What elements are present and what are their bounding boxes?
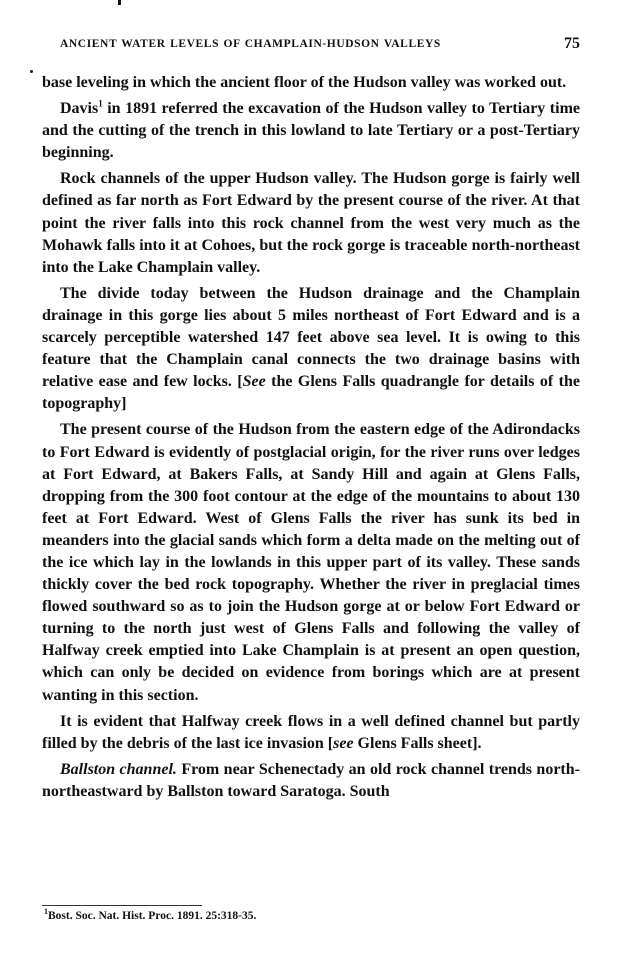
text-run: It is evident that Halfway creek flows in a well defined channel but partly filled by the debris of the last ice invasion [ bbox=[42, 712, 580, 752]
footnote-marker: 1 bbox=[44, 907, 48, 917]
text-run: The present course of the Hudson from the eastern edge of the Adirondacks to Fort Edward is evidently of postglacial origin, for the river runs over ledges at Fort Edward, at Bakers Falls, at Sandy Hill and again at Glens Falls, dropping from the 300 foot contour at the edge of the mountains to about 130 feet at Fort Edward. West of Glens Falls the river has sunk its bed in meanders into the glacial sands which form a delta made on the melting out of the ice which lay in the lowlands in this upper part of its valley. These sands thickly cover the bed rock topography. Whether the river in preglacial times flowed southward so as to join the Hudson gorge at or below Fort Edward or turning to the north just west of Glens Falls and following the valley of Halfway creek emptied into Lake Champlain is at present an open question, which can only be decided on evidence from borings which are at present wanting in this section. bbox=[42, 421, 580, 704]
footnote-ref: 1 bbox=[98, 98, 103, 109]
text-run: From near Schenectady an old rock channel trends north-northeastward by Ballston toward Saratoga. South bbox=[42, 760, 580, 800]
footnote-rule bbox=[42, 905, 202, 906]
page-top-mark bbox=[118, 0, 121, 5]
text-run: the Glens Falls quadrangle for details of the topography] bbox=[42, 373, 580, 413]
footnote bbox=[44, 907, 257, 922]
page-number: 75 bbox=[564, 35, 580, 52]
margin-dot bbox=[30, 70, 33, 73]
paragraph bbox=[42, 168, 580, 278]
paragraph bbox=[42, 98, 580, 164]
italic-run: See bbox=[242, 373, 266, 391]
footnote-text: Bost. Soc. Nat. Hist. Proc. 1891. 25:318-35. bbox=[48, 910, 257, 922]
text-run: Rock channels of the upper Hudson valley. The Hudson gorge is fairly well defined as far north as Fort Edward by the present course of the river. At that point the river falls into this rock channel from the west very much as the Mohawk falls into it at Cohoes, but the rock gorge is traceable north-northeast into the Lake Champlain valley. bbox=[42, 170, 580, 276]
text-run: base leveling in which the ancient floor of the Hudson valley was worked out. bbox=[42, 74, 567, 91]
running-head: ANCIENT WATER LEVELS OF CHAMPLAIN-HUDSON VALLEYS bbox=[60, 38, 441, 50]
text-run: The divide today between the Hudson drainage and the Champlain drainage in this gorge lies about 5 miles northeast of Fort Edward and is a scarcely perceptible watershed 147 feet above sea level. It is owing to this feature that the Champlain canal connects the two drainage basins with relative ease and few locks. [ bbox=[42, 284, 580, 391]
italic-run: Ballston channel. bbox=[60, 760, 177, 778]
text-run: in 1891 referred the excavation of the Hudson valley to Tertiary time and the cutting of the trench in this lowland to late Tertiary or a post-Tertiary beginning. bbox=[42, 100, 580, 162]
text-run: Davis bbox=[60, 100, 99, 118]
body-text bbox=[42, 72, 580, 807]
paragraph bbox=[42, 72, 580, 94]
paragraph bbox=[42, 283, 580, 416]
paragraph bbox=[42, 419, 580, 706]
paragraph bbox=[42, 759, 580, 803]
text-run: Glens Falls sheet]. bbox=[353, 734, 482, 752]
paragraph bbox=[42, 711, 580, 755]
page-header bbox=[60, 35, 580, 57]
italic-run: see bbox=[333, 734, 354, 752]
